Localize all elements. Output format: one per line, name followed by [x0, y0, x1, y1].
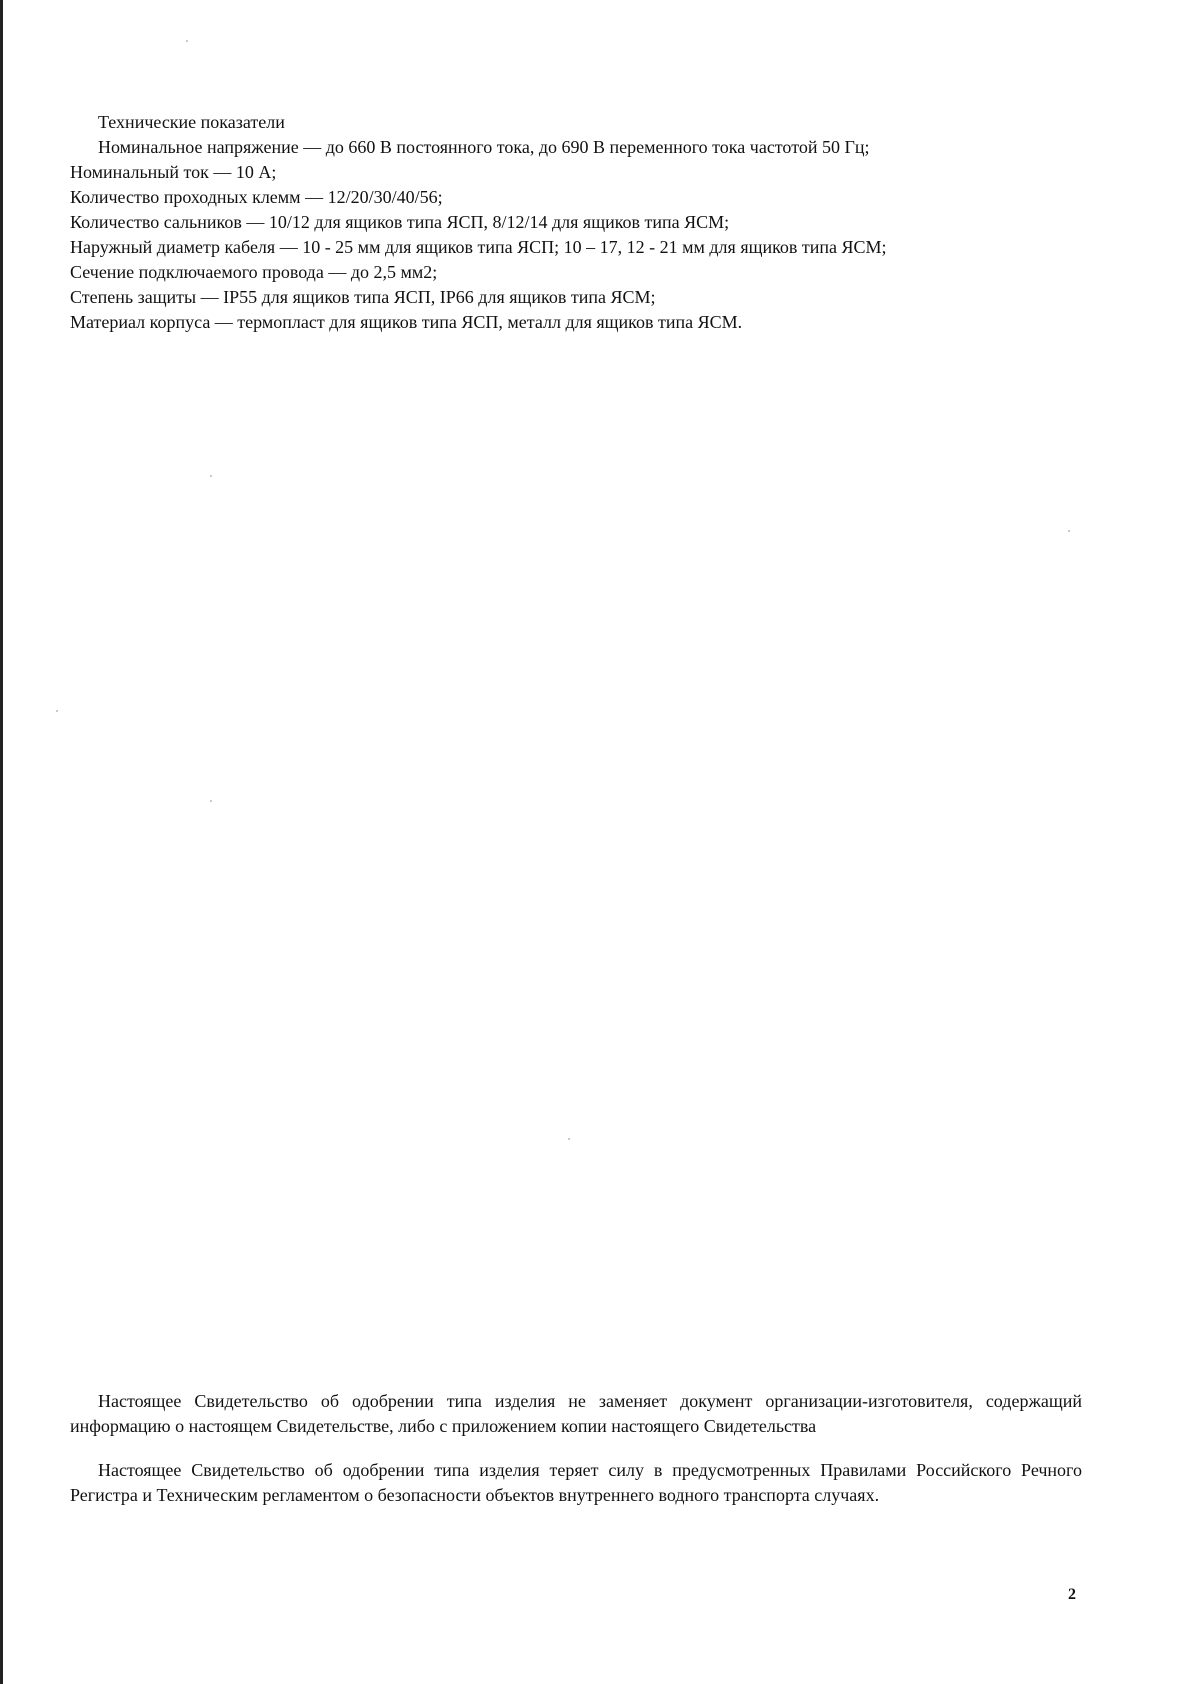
spec-line-cable-diameter: Наружный диаметр кабеля — 10 - 25 мм для ящиков типа ЯСП; 10 – 17, 12 - 21 мм для ящиков типа ЯСМ;	[70, 237, 887, 257]
spec-line-wire-section: Сечение подключаемого провода — до 2,5 мм2;	[70, 262, 438, 282]
specs-heading: Технические показатели	[98, 112, 285, 132]
scan-speck	[210, 475, 212, 477]
scan-speck	[1068, 530, 1070, 532]
spec-line-material: Материал корпуса — термопласт для ящиков типа ЯСП, металл для ящиков типа ЯСМ.	[70, 312, 743, 332]
page-number: 2	[1068, 1586, 1076, 1603]
spec-line-protection: Степень защиты — IP55 для ящиков типа ЯСП, IP66 для ящиков типа ЯСМ;	[70, 287, 656, 307]
scan-speck	[186, 40, 188, 42]
notice-paragraph-replacement: Настоящее Свидетельство об одобрении типа изделия не заменяет документ организации-изготовителя, содержащий информацию о настоящем Свидетельстве, либо с приложением копии настоящего Свидетельства	[70, 1391, 1082, 1436]
spec-line-current: Номинальный ток — 10 А;	[70, 162, 277, 182]
spec-line-glands: Количество сальников — 10/12 для ящиков типа ЯСП, 8/12/14 для ящиков типа ЯСМ;	[70, 212, 730, 232]
scan-speck	[568, 1138, 570, 1140]
spec-line-voltage: Номинальное напряжение — до 660 В постоянного тока, до 690 В переменного тока частотой 50 Гц;	[98, 137, 870, 157]
scan-edge	[0, 0, 3, 1684]
scan-speck	[210, 800, 212, 802]
spec-line-terminals: Количество проходных клемм — 12/20/30/40/56;	[70, 187, 443, 207]
technical-specs	[70, 110, 1130, 335]
scan-speck	[56, 710, 58, 712]
notice-paragraph-validity: Настоящее Свидетельство об одобрении типа изделия теряет силу в предусмотренных Правилами Российского Речного Регистра и Техническим регламентом о безопасности объектов внутреннего водного транспорта случаях.	[70, 1460, 1082, 1505]
